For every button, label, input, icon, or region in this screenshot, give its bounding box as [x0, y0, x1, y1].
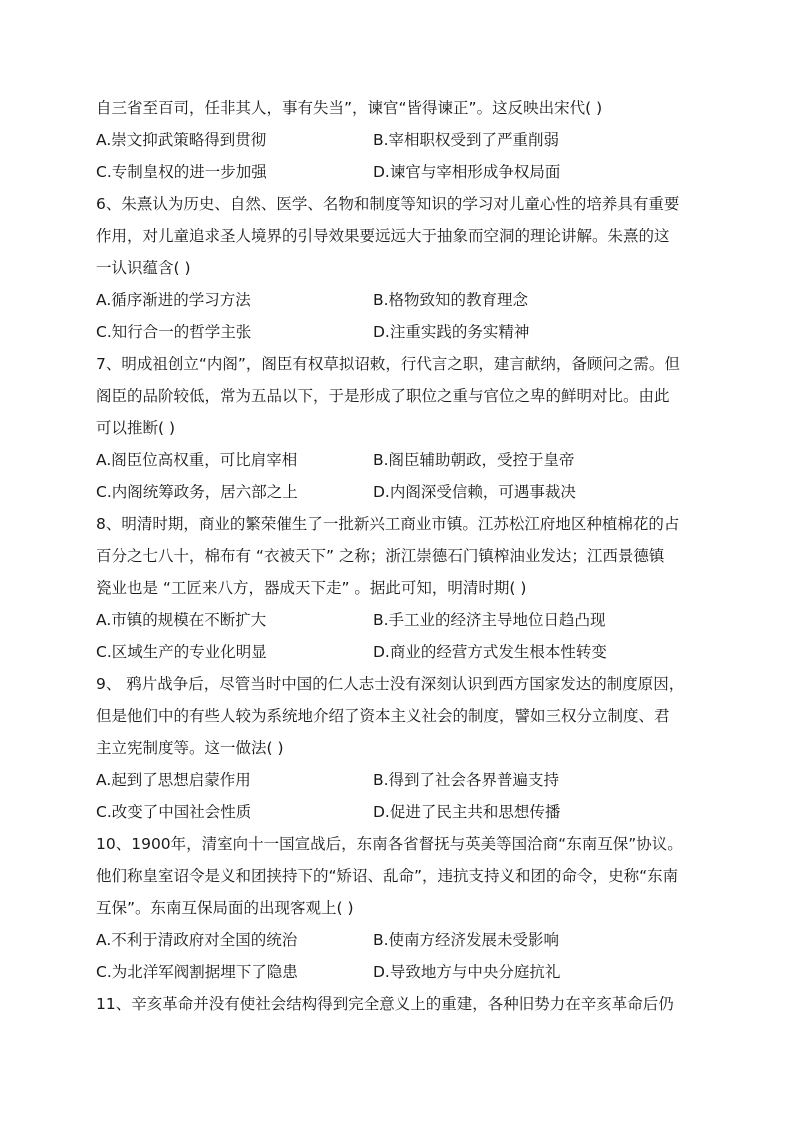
option-d: D.促进了民主共和思想传播 — [373, 803, 561, 821]
option-d: D.导致地方与中央分庭抗礼 — [373, 963, 561, 981]
option-d: D.内阁深受信赖，可遇事裁决 — [373, 483, 576, 501]
option-row — [96, 636, 708, 668]
option-a: A.不利于清政府对全国的统治 — [96, 931, 298, 949]
option-d: D.商业的经营方式发生根本性转变 — [373, 643, 607, 661]
option-d: D.注重实践的务实精神 — [373, 323, 530, 341]
question-5-continuation — [96, 92, 708, 188]
option-row — [96, 764, 708, 796]
question-text-line: 7、明成祖创立“内阁”，阁臣有权草拟诏敕，行代言之职，建言献纳，备顾问之需。但 — [96, 355, 680, 373]
question-text-line: 可以推断( ) — [96, 419, 176, 437]
question-text-line: 互保”。东南互保局面的出现客观上( ) — [96, 899, 354, 917]
option-row — [96, 796, 708, 828]
option-c: C.区域生产的专业化明显 — [96, 643, 267, 661]
option-row — [96, 124, 708, 156]
option-a: A.循序渐进的学习方法 — [96, 291, 251, 309]
option-c: C.知行合一的哲学主张 — [96, 323, 252, 341]
question-6 — [96, 188, 708, 348]
option-c: C.专制皇权的进一步加强 — [96, 163, 267, 181]
option-a: A.崇文抑武策略得到贯彻 — [96, 131, 267, 149]
option-row — [96, 156, 708, 188]
option-row — [96, 316, 708, 348]
question-10 — [96, 828, 708, 988]
option-b: B.使南方经济发展未受影响 — [373, 931, 560, 949]
option-b: B.宰相职权受到了严重削弱 — [373, 131, 560, 149]
question-text-line: 他们称皇室诏令是义和团挟持下的“矫诏、乱命”，违抗支持义和团的命令，史称“东南 — [96, 867, 679, 885]
question-text-line: 11、辛亥革命并没有使社会结构得到完全意义上的重建，各种旧势力在辛亥革命后仍 — [96, 995, 674, 1013]
option-a: A.阁臣位高权重，可比肩宰相 — [96, 451, 298, 469]
option-row — [96, 956, 708, 988]
option-c: C.为北洋军阀割据埋下了隐患 — [96, 963, 298, 981]
option-row — [96, 284, 708, 316]
question-text-line: 主立宪制度等。这一做法( ) — [96, 739, 284, 757]
option-a: A.市镇的规模在不断扩大 — [96, 611, 267, 629]
question-11 — [96, 988, 708, 1020]
question-text-line: 6、朱熹认为历史、自然、医学、名物和制度等知识的学习对儿童心性的培养具有重要 — [96, 195, 680, 213]
option-row — [96, 444, 708, 476]
question-text-line: 但是他们中的有些人较为系统地介绍了资本主义社会的制度，譬如三权分立制度、君 — [96, 707, 670, 725]
option-row — [96, 604, 708, 636]
question-text-line: 百分之七八十，棉布有 “衣被天下” 之称；浙江崇德石门镇榨油业发达；江西景德镇 — [96, 547, 665, 565]
option-d: D.谏官与宰相形成争权局面 — [373, 163, 561, 181]
option-c: C.内阁统筹政务，居六部之上 — [96, 483, 298, 501]
option-b: B.手工业的经济主导地位日趋凸现 — [373, 611, 606, 629]
question-text-line: 8、明清时期，商业的繁荣催生了一批新兴工商业市镇。江苏松江府地区种植棉花的占 — [96, 515, 680, 533]
question-text-line: 作用，对儿童追求圣人境界的引导效果要远远大于抽象而空洞的理论讲解。朱熹的这 — [96, 227, 670, 245]
option-b: B.阁臣辅助朝政，受控于皇帝 — [373, 451, 575, 469]
question-7 — [96, 348, 708, 508]
option-row — [96, 476, 708, 508]
question-text-line: 阁臣的品阶较低，常为五品以下，于是形成了职位之重与官位之卑的鲜明对比。由此 — [96, 387, 670, 405]
option-row — [96, 924, 708, 956]
question-text-line: 9、 鸦片战争后，尽管当时中国的仁人志士没有深刻认识到西方国家发达的制度原因， — [96, 675, 685, 693]
question-9 — [96, 668, 708, 828]
question-text-line: 瓷业也是 “工匠来八方，器成天下走” 。据此可知，明清时期( ) — [96, 579, 527, 597]
question-text-line: 自三省至百司，任非其人，事有失当”，谏官“皆得谏正”。这反映出宋代( ) — [96, 99, 603, 117]
option-c: C.改变了中国社会性质 — [96, 803, 252, 821]
option-b: B.格物致知的教育理念 — [373, 291, 529, 309]
question-text-line: 一认识蕴含( ) — [96, 259, 191, 277]
option-b: B.得到了社会各界普遍支持 — [373, 771, 560, 789]
option-a: A.起到了思想启蒙作用 — [96, 771, 251, 789]
question-list — [96, 92, 708, 1020]
question-text-line: 10、1900年，清室向十一国宣战后，东南各省督抚与英美等国洽商“东南互保”协议。 — [96, 835, 683, 853]
question-8 — [96, 508, 708, 668]
